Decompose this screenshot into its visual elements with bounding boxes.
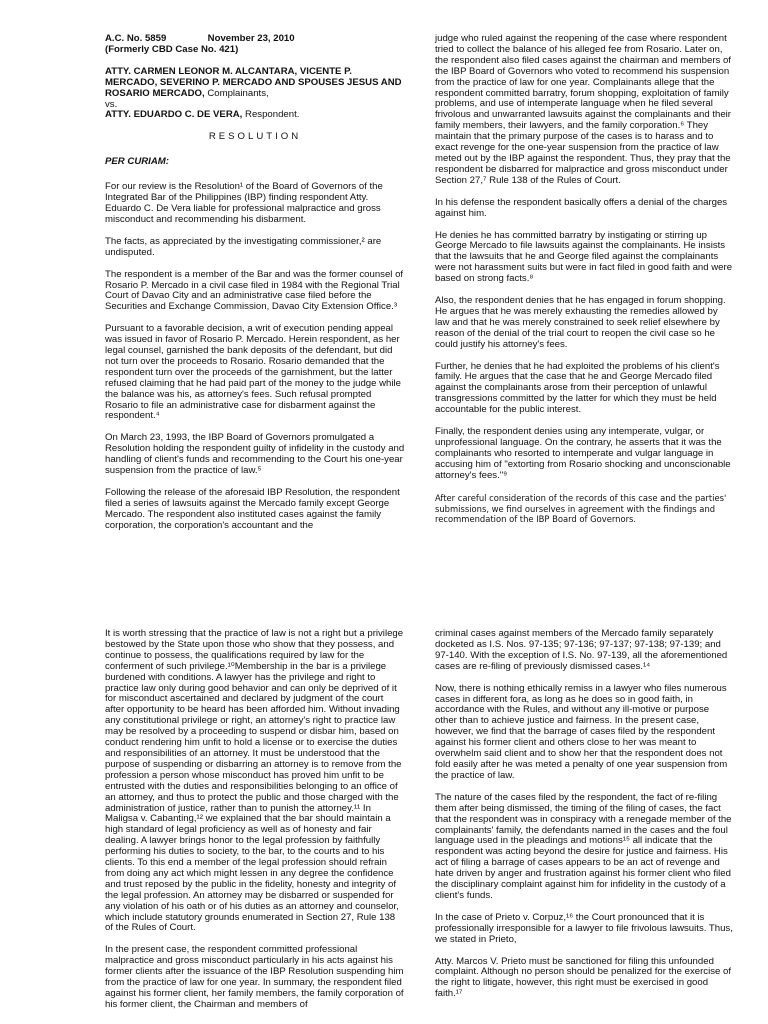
- paragraph: Also, the respondent denies that he has engaged in forum shopping. He argues that he was merely exhausting the remedies allowed by law and that he was merely constrained to seek relief elsewhere by reason of the denial of the trial court to reopen the civil case so he could justify his attorney's fees.: [435, 295, 726, 350]
- per-curiam: PER CURIAM:: [105, 156, 169, 168]
- paragraph: criminal cases against members of the Mercado family separately docketed as I.S. Nos. 97-135; 97-136; 97-137; 97-138; 97-139; and 97-140. With the exception of I.S. No. 97-139, all the aforementioned cases are re-filing of previously dismissed cases.¹⁴: [435, 628, 728, 672]
- paragraph: Finally, the respondent denies using any intemperate, vulgar, or unprofessional language. On the contrary, he asserts that it was the complainants who resorted to intemperate and vulgar language in accusing him of "extorting from Rosario shocking and unconscionable attorney's fees."⁹: [435, 426, 731, 481]
- respondent-name: ATTY. EDUARDO C. DE VERA,: [105, 109, 243, 121]
- paragraph: In the case of Prieto v. Corpuz,¹⁶ the Court pronounced that it is professionally irresponsible for a lawyer to file frivolous lawsuits. Thus, we stated in Prieto,: [435, 911, 733, 945]
- column-right-bottom: [435, 629, 733, 1011]
- paragraph: Now, there is nothing ethically remiss in a lawyer who files numerous cases in different fora, as long as he does so in good faith, in accordance with the Rules, and without any ill-motive or purpose other than to achieve justice and fairness. In the present case, however, we find that the barrage of cases filed by the respondent against his former client and others close to her was meant to overwhelm said client and to show her that the respondent does not fold easily after he was meted a penalty of one year suspension from the practice of law.: [435, 682, 728, 781]
- paragraph: judge who ruled against the reopening of the case where respondent tried to collect the balance of his alleged fee from Rosario. Later on, the respondent also filed cases against the chairman and members of the IBP Board of Governors who voted to recommend his suspension from the practice of law for one year. Complainants allege that the respondent committed barratry, forum shopping, exploitation of family problems, and use of intemperate language when he filed several frivolous and unwarranted lawsuits against the complainants and their family members, their lawyers, and the family corporation.⁶ They maintain that the primary purpose of the cases is to harass and to exact revenge for the one-year suspension from the practice of law meted out by the IBP against the respondent. Thus, they pray that the respondent be disbarred for malpractice and gross misconduct under Section 27,⁷ Rule 138 of the Rules of Court.: [435, 33, 731, 186]
- paragraph: Atty. Marcos V. Prieto must be sanctioned for filing this unfounded complaint. Although no person should be penalized for the exercise of the right to litigate, however, this right must be exercised in good faith.¹⁷: [435, 955, 732, 1000]
- complainants-label: Complainants,: [204, 87, 269, 99]
- column-left-top: [105, 34, 405, 543]
- paragraph: For our review is the Resolution¹ of the Board of Governors of the Integrated Bar of the Philippines (IBP) finding respondent Atty. Eduardo C. De Vera liable for professional malpractice and gross misconduct and recommending his disbarment.: [105, 181, 383, 225]
- versus: vs.: [105, 98, 118, 110]
- column-left-bottom: [105, 629, 405, 1022]
- paragraph: The respondent is a member of the Bar and was the former counsel of Rosario P. Mercado in a civil case filed in 1984 with the Regional Trial Court of Davao City and an administrative case filed before the Securities and Exchange Commission, Davao City Extension Office.³: [105, 268, 404, 313]
- parties-block: [105, 67, 405, 122]
- paragraph: It is worth stressing that the practice of law is not a right but a privilege bestowed by the State upon those who show that they possess, and continue to possess, the qualifications required by law for the conferment of such privilege.¹⁰Membership in the bar is a privilege burdened with conditions. A lawyer has the privilege and right to practice law only during good behavior and can only be deprived of it for misconduct ascertained and declared by judgment of the court after opportunity to be heard has been afforded him. Without invading any constitutional privilege or right, an attorney's right to practice law may be resolved by a proceeding to suspend or disbar him, based on conduct rendering him unfit to hold a license or to exercise the duties and responsibilities of an attorney. It must be understood that the purpose of suspending or disbarring an attorney is to remove from the profession a person whose misconduct has proved him unfit to be entrusted with the duties and responsibilities belonging to an office of an attorney, and thus to protect the public and those charged with the administration of justice, rather than to punish the attorney.¹¹ In Maligsa v. Cabanting,¹² we explained that the bar should maintain a high standard of legal proficiency as well as of honesty and fair dealing. A lawyer brings honor to the legal profession by faithfully performing his duties to society, to the bar, to the courts and to his clients. To this end a member of the legal profession should refrain from doing any act which might lessen in any degree the confidence and trust reposed by the public in the fidelity, honesty and integrity of the legal profession. An attorney may be disbarred or suspended for any violation of his oath or of his duties as an attorney and counselor, which include statutory grounds enumerated in Section 27, Rule 138 of the Rules of Court.: [105, 628, 404, 934]
- case-heading: [105, 34, 405, 56]
- paragraph: On March 23, 1993, the IBP Board of Governors promulgated a Resolution holding the respondent guilty of infidelity in the custody and handling of client's funds and recommending to the Court his one-year suspension from the practice of law.⁵: [105, 432, 405, 477]
- paragraph: In his defense the respondent basically offers a denial of the charges against him.: [435, 196, 728, 219]
- document-title: RESOLUTION: [208, 131, 302, 143]
- case-date: November 23, 2010: [207, 33, 295, 44]
- paragraph: Following the release of the aforesaid IBP Resolution, the respondent filed a series of lawsuits against the Mercado family except George Mercado. The respondent also instituted cases against the family corporation, the corporation's accountant and the: [105, 487, 400, 531]
- respondent-label: Respondent.: [242, 109, 300, 121]
- paragraph: Pursuant to a favorable decision, a writ of execution pending appeal was issued in favor of Rosario P. Mercado. Herein respondent, as her legal counsel, garnished the bank deposits of the defendant, but did not turn over the proceeds to Rosario. Rosario demanded that the respondent turn over the proceeds of the garnishment, but the latter refused claiming that he had paid part of the money to the judge while the balance was his, as attorney's fees. Such refusal prompted Rosario to file an administrative case for disbarment against the respondent.⁴: [105, 323, 401, 422]
- column-right-top: [435, 34, 733, 536]
- paragraph: He denies he has committed barratry by instigating or stirring up George Mercado to file lawsuits against the complainants. He insists that the lawsuits that he and George filed against the complainants were not harassment suits but were in fact filed in good faith and were based on strong facts.⁸: [435, 229, 733, 285]
- paragraph: After careful consideration of the records of this case and the parties' submissions, we find ourselves in agreement with the findings and recommendation of the IBP Board of Governors.: [435, 492, 727, 525]
- formerly-line: (Formerly CBD Case No. 421): [105, 43, 239, 55]
- complainants-names: ATTY. CARMEN LEONOR M. ALCANTARA, VICENTE P. MERCADO, SEVERINO P. MERCADO AND SPOUSES JESUS AND ROSARIO MERCADO,: [105, 65, 402, 99]
- paragraph: The facts, as appreciated by the investigating commissioner,² are undisputed.: [105, 235, 382, 258]
- paragraph: In the present case, the respondent committed professional malpractice and gross misconduct particularly in his acts against his former clients after the issuance of the IBP Resolution suspending him from the practice of law for one year. In summary, the respondent filed against his former client, her family members, the family corporation of his former client, the Chairman and members of: [105, 944, 404, 1010]
- paragraph: Further, he denies that he had exploited the problems of his client's family. He argues that the case that he and George Mercado filed against the complainants arose from their perception of unlawful transgressions committed by the latter for which they must be held accountable for the public interest.: [435, 360, 720, 416]
- paragraph: The nature of the cases filed by the respondent, the fact of re-filing them after being dismissed, the timing of the filing of cases, the fact that the respondent was in conspiracy with a renegade member of the complainants' family, the defendants named in the cases and the foul language used in the pleadings and motions¹⁵ all indicate that the respondent was acting beyond the desire for justice and fairness. His act of filing a barrage of cases appears to be an act of revenge and hate driven by anger and frustration against his former client who filed the disciplinary complaint against him for infidelity in the custody of a client's funds.: [435, 791, 732, 901]
- case-number: A.C. No. 5859: [105, 33, 167, 44]
